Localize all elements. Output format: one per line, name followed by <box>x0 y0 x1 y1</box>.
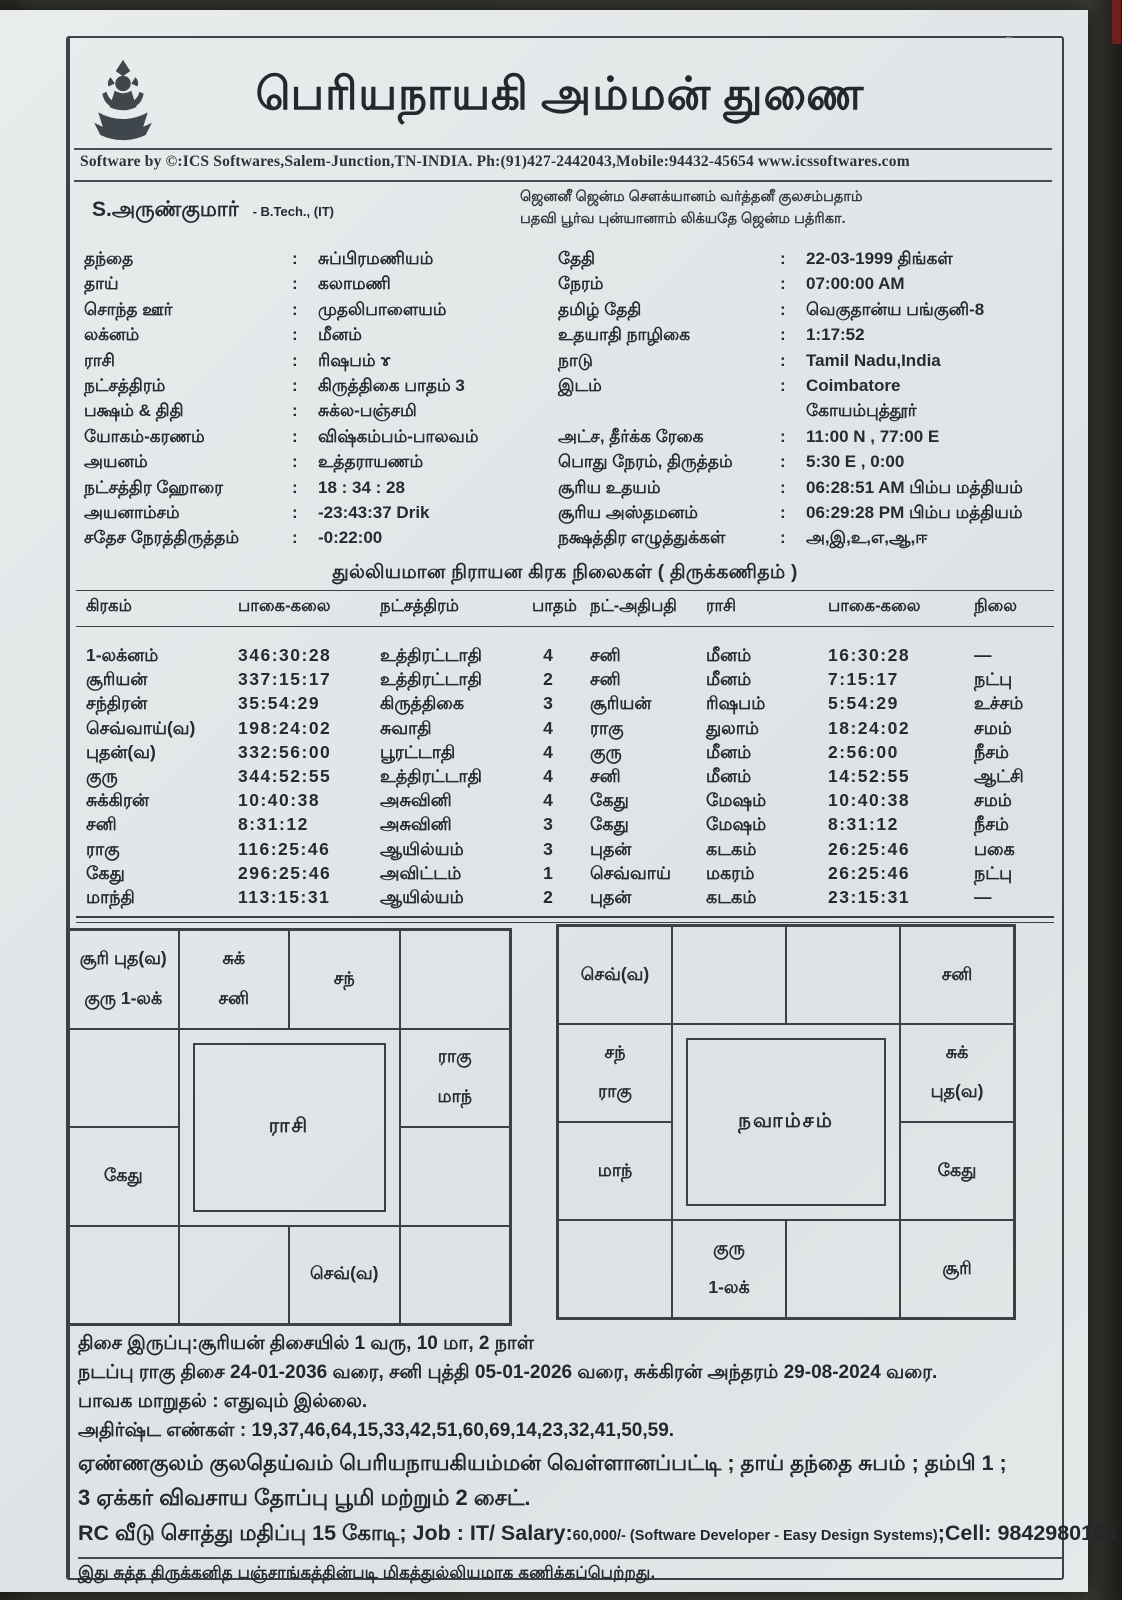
table-header-cell: பாகை-கலை <box>828 597 921 615</box>
table-cell: சனி <box>86 814 117 835</box>
rasi-cell-r4c3 <box>289 1226 400 1325</box>
rasi-cell-text: சூரி புத(வ) <box>79 947 167 968</box>
detail-row <box>558 297 1036 322</box>
table-cell: கிருத்திகை <box>380 693 465 714</box>
detail-label: இடம் <box>558 376 602 396</box>
detail-value: சுப்பிரமணியம் <box>318 249 434 268</box>
rasi-cell-r1c2 <box>179 930 290 1029</box>
closing-note: இது சுத்த திருக்கனித பஞ்சாங்கத்தின்படி மிகத்துல்லியமாக கணிக்கப்பெற்றது. <box>78 1564 656 1582</box>
detail-row <box>558 500 1036 525</box>
table-row <box>76 667 1054 691</box>
detail-label: பொது நேரம், திருத்தம் <box>558 452 733 472</box>
rasi-cell-r4c4 <box>400 1226 511 1325</box>
table-cell: 113:15:31 <box>238 887 331 908</box>
detail-colon: : <box>292 401 298 421</box>
navamsam-cell-text: செவ்(வ) <box>580 963 650 984</box>
table-cell: 332:56:00 <box>238 741 332 762</box>
table-cell: 26:25:46 <box>828 862 911 883</box>
detail-colon: : <box>780 376 786 396</box>
table-cell: ஆட்சி <box>974 766 1024 787</box>
table-cell: 198:24:02 <box>238 717 332 738</box>
detail-label: அயனம் <box>84 452 148 472</box>
table-cell: 2 <box>543 669 553 690</box>
bhava-change-line: பாவக மாறுதல் : எதுவும் இல்லை. <box>78 1391 368 1412</box>
detail-row <box>84 424 520 449</box>
detail-colon: : <box>780 503 786 523</box>
navamsam-cell-r4c2 <box>672 1220 786 1318</box>
table-header-cell: நட்-அதிபதி <box>590 597 677 615</box>
lucky-numbers-line: அதிர்ஷ்ட எண்கள் : 19,37,46,64,15,33,42,51,60,69,14,23,32,41,50,59. <box>78 1420 675 1441</box>
table-cell: நட்பு <box>974 669 1013 690</box>
table-cell: 8:31:12 <box>828 814 899 835</box>
detail-value: -0:22:00 <box>318 528 383 548</box>
navamsam-cell-r1c4 <box>900 926 1014 1024</box>
detail-row <box>84 475 520 500</box>
detail-colon: : <box>292 376 298 396</box>
detail-label: தந்தை <box>84 249 134 268</box>
table-cell: செவ்வாய் <box>590 862 671 883</box>
detail-label: நேரம் <box>558 274 604 294</box>
detail-colon: : <box>292 477 298 497</box>
table-cell: மீனம் <box>706 645 752 665</box>
detail-colon: : <box>292 249 298 268</box>
table-cell: 344:52:55 <box>238 766 332 787</box>
table-cell: நட்பு <box>974 862 1013 883</box>
detail-row <box>84 322 520 347</box>
table-cell: சுக்கிரன் <box>86 790 149 811</box>
divider <box>78 1557 1063 1559</box>
rasi-cell-r4c2 <box>179 1226 290 1325</box>
table-header-cell: பாகை-கலை <box>238 597 331 615</box>
table-cell: ராகு <box>86 838 120 859</box>
rasi-cell-text: குரு 1-லக் <box>84 987 163 1008</box>
detail-label: யோகம்-கரணம் <box>84 426 205 446</box>
sanskrit-verse <box>520 186 863 231</box>
table-cell: 16:30:28 <box>828 645 911 665</box>
table-row <box>76 861 1054 885</box>
detail-colon: : <box>780 350 786 370</box>
navamsam-cell-text: கேது <box>937 1159 977 1180</box>
table-cell: மகரம் <box>706 862 755 883</box>
detail-value: சுக்ல-பஞ்சமி <box>318 401 417 421</box>
detail-row <box>558 424 1036 449</box>
rasi-cell-text: சனி <box>218 987 250 1008</box>
birth-details-left-column <box>84 246 520 551</box>
rasi-cell-text: ராகு <box>437 1046 472 1067</box>
navamsam-chart-label: நவாம்சம் <box>686 1038 886 1206</box>
table-cell: புதன் <box>590 838 632 859</box>
table-row <box>76 837 1054 861</box>
divider <box>74 148 1052 150</box>
table-cell: சூரியன் <box>590 693 652 714</box>
rasi-cell-r4c1 <box>68 1226 179 1325</box>
detail-value: மீனம் <box>318 325 362 345</box>
detail-colon: : <box>292 274 298 294</box>
rasi-cell-r2c1 <box>68 1029 179 1128</box>
detail-label: தாய் <box>84 274 119 294</box>
detail-value: கிருத்திகை பாதம் 3 <box>318 376 465 396</box>
navamsam-cell-text: மாந் <box>597 1159 633 1180</box>
property-line: 3 ஏக்கர் விவசாய தோப்பு பூமி மற்றும் 2 சைட். <box>78 1485 531 1510</box>
detail-row <box>84 246 520 271</box>
navamsam-cell-r2c1 <box>558 1024 672 1122</box>
rasi-cell-r3c1 <box>68 1127 179 1226</box>
detail-colon: : <box>780 299 786 319</box>
detail-row <box>558 271 1036 296</box>
detail-colon <box>780 398 806 423</box>
navamsam-cell-r4c1 <box>558 1220 672 1318</box>
detail-colon: : <box>780 249 786 268</box>
detail-value: 06:29:28 PM பிம்ப மத்தியம் <box>806 503 1023 523</box>
footer-notes <box>78 1328 1118 1585</box>
navamsam-cell-r1c3 <box>786 926 900 1024</box>
table-cell: கேது <box>86 862 125 883</box>
detail-row <box>84 398 520 423</box>
planet-positions-section <box>76 562 1054 923</box>
rasi-cell-r1c4 <box>400 930 511 1029</box>
table-cell: — <box>974 887 992 908</box>
detail-value: 5:30 E , 0:00 <box>806 452 905 472</box>
detail-label: அயனாம்சம் <box>84 503 180 523</box>
navamsam-cell-text: புத(வ) <box>930 1081 984 1102</box>
planet-table-body <box>76 643 1054 909</box>
table-row <box>76 812 1054 836</box>
detail-colon: : <box>292 503 298 523</box>
table-cell: 3 <box>543 838 553 859</box>
table-row <box>76 764 1054 788</box>
detail-label: தமிழ் தேதி <box>558 299 642 319</box>
detail-row <box>84 373 520 398</box>
table-cell: கேது <box>590 814 629 835</box>
table-cell: அசுவினி <box>380 790 452 811</box>
table-bottom-rule <box>76 916 1054 923</box>
cell-number-text: ;Cell: 9842980184 <box>937 1521 1118 1545</box>
table-cell: மேஷம் <box>706 814 767 835</box>
detail-colon: : <box>292 452 298 472</box>
table-cell: குரு <box>590 741 622 762</box>
detail-label <box>558 398 780 423</box>
detail-colon: : <box>292 299 298 319</box>
detail-value: 1:17:52 <box>806 325 865 345</box>
divider <box>76 626 1054 627</box>
rasi-cell-r3c4 <box>400 1127 511 1226</box>
detail-value: -23:43:37 Drik <box>318 503 430 523</box>
detail-value: ரிஷபம் ɤ <box>318 350 391 370</box>
table-cell: சமம் <box>974 790 1012 811</box>
table-header-cell: நட்சத்திரம் <box>380 597 459 615</box>
table-cell: 35:54:29 <box>238 693 321 714</box>
table-cell: உத்திரட்டாதி <box>380 766 482 787</box>
person-qualification: - B.Tech., (IT) <box>252 204 334 219</box>
table-cell: 18:24:02 <box>828 717 911 738</box>
rasi-cell-r2c4 <box>400 1029 511 1128</box>
detail-value: Tamil Nadu,India <box>806 350 941 370</box>
table-cell: சூரியன் <box>86 669 148 690</box>
table-cell: 8:31:12 <box>238 814 309 835</box>
table-cell: 26:25:46 <box>828 838 911 859</box>
table-cell: 2:56:00 <box>828 741 899 762</box>
table-cell: 4 <box>543 790 553 811</box>
table-row <box>76 716 1054 740</box>
table-cell: 3 <box>543 814 553 835</box>
detail-row <box>84 449 520 474</box>
table-cell: 4 <box>543 717 553 738</box>
table-cell: சனி <box>590 645 621 665</box>
table-cell: 116:25:46 <box>238 838 331 859</box>
verse-line-1: ஜெனனீ ஜென்ம சௌக்யானம் வர்த்தனீ குலசம்பதாம் <box>520 189 863 205</box>
family-deity-line: ஏண்ணகுலம் குலதெய்வம் பெரியநாயகியம்மன் வெள்ளானப்பட்டி ; தாய் தந்தை சுபம் ; தம்பி 1 ; <box>78 1451 1007 1475</box>
rasi-cell-r1c3 <box>289 930 400 1029</box>
table-cell: அவிட்டம் <box>380 862 462 883</box>
table-cell: 7:15:17 <box>828 669 899 690</box>
navamsam-cell-r4c3 <box>786 1220 900 1318</box>
navamsam-cell-r3c1 <box>558 1122 672 1220</box>
detail-value: 11:00 N , 77:00 E <box>806 426 940 446</box>
current-dasa-line: நடப்பு ராகு திசை 24-01-2036 வரை, சனி புத்தி 05-01-2026 வரை, சுக்கிரன் அந்தரம் 29-08-2024 வரை. <box>78 1362 938 1383</box>
detail-row <box>558 322 1036 347</box>
table-cell: 337:15:17 <box>238 669 332 690</box>
table-cell: சனி <box>590 669 621 690</box>
rasi-cell-text: கேது <box>103 1164 143 1185</box>
detail-value: விஷ்கம்பம்-பாலவம் <box>318 426 479 446</box>
detail-value: 06:28:51 AM பிம்ப மத்தியம் <box>806 477 1023 497</box>
navamsam-cell-r1c1 <box>558 926 672 1024</box>
detail-colon: : <box>780 274 786 294</box>
detail-value: உத்தராயணம் <box>318 452 424 472</box>
table-cell: 2 <box>543 887 553 908</box>
table-cell: துலாம் <box>706 717 759 738</box>
detail-label: பக்ஷம் & திதி <box>84 401 184 421</box>
table-cell: உச்சம் <box>974 693 1024 714</box>
table-row <box>76 885 1054 909</box>
table-cell: கடகம் <box>706 838 757 859</box>
table-cell: சுவாதி <box>380 717 432 738</box>
detail-row <box>558 525 1036 550</box>
detail-label: நட்சத்திர ஹோரை <box>84 477 224 497</box>
detail-label: சொந்த ஊர் <box>84 299 173 319</box>
rasi-chart-label: ராசி <box>193 1043 386 1212</box>
table-cell: 296:25:46 <box>238 862 332 883</box>
navamsam-cell-text: ராகு <box>598 1081 632 1102</box>
detail-label: சதேச நேரத்திருத்தம் <box>84 528 240 548</box>
navamsam-cell-text: குரு <box>713 1237 745 1258</box>
navamsam-cell-text: சந் <box>604 1041 626 1062</box>
table-cell: உத்திரட்டாதி <box>380 645 482 665</box>
detail-label: நக்ஷத்திர எழுத்துக்கள் <box>558 528 726 548</box>
verse-line-2: பதவி பூர்வ புன்யானாம் லிக்யதே ஜென்ம பத்ரிகா. <box>520 211 846 228</box>
table-cell: 23:15:31 <box>828 887 911 908</box>
rc-house-text: RC வீடு சொத்து மதிப்பு 15 கோடி; Job : IT/ Salary: <box>78 1521 573 1545</box>
table-row <box>76 740 1054 764</box>
divider <box>74 180 1052 182</box>
detail-colon: : <box>780 452 786 472</box>
detail-label: தேதி <box>558 249 596 268</box>
planet-table-headers <box>76 591 1054 622</box>
table-header-cell: பாதம் <box>532 597 577 615</box>
dasa-balance-line: திசை இருப்பு:சூரியன் திசையில் 1 வரு, 10 மா, 2 நாள் <box>78 1333 534 1354</box>
table-cell: மேஷம் <box>706 790 767 811</box>
detail-row <box>84 500 520 525</box>
detail-row <box>558 348 1036 373</box>
navamsam-cell-text: சுக் <box>945 1041 969 1062</box>
table-cell: குரு <box>86 766 118 787</box>
horoscope-page <box>0 10 1118 1592</box>
detail-colon: : <box>292 528 298 548</box>
photo-corner-mark <box>1112 0 1121 44</box>
detail-colon: : <box>780 477 786 497</box>
table-cell: 5:54:29 <box>828 693 899 714</box>
navamsam-cell-r4c4 <box>900 1220 1014 1318</box>
table-cell: சமம் <box>974 717 1012 738</box>
table-cell: 4 <box>543 766 553 787</box>
navamsam-cell-r1c2 <box>672 926 786 1024</box>
table-header-cell: கிரகம் <box>86 597 132 615</box>
detail-row <box>84 525 520 550</box>
table-row <box>76 691 1054 715</box>
detail-value: 18 : 34 : 28 <box>318 477 405 497</box>
rasi-chart <box>66 928 512 1326</box>
table-cell: பூரட்டாதி <box>380 741 456 762</box>
navamsam-chart-center <box>672 1024 900 1220</box>
birth-details-right-column <box>558 246 1036 551</box>
goddess-lamp-icon <box>90 58 156 146</box>
detail-label: சூரிய அஸ்தமனம் <box>558 503 698 523</box>
table-cell: 10:40:38 <box>828 790 911 811</box>
navamsam-cell-r3c4 <box>900 1122 1014 1220</box>
table-cell: கேது <box>590 790 629 811</box>
navamsam-chart <box>556 924 1016 1320</box>
detail-colon: : <box>292 325 298 345</box>
detail-value: Coimbatore <box>806 376 901 396</box>
navamsam-cell-text: சனி <box>941 963 973 984</box>
software-credit: Software by ©:ICS Softwares,Salem-Junction,TN-INDIA. Ph:(91)427-2442043,Mobile:94432-45654 www.icssoftwares.com <box>80 153 910 170</box>
table-row <box>76 788 1054 812</box>
table-cell: 346:30:28 <box>238 645 332 665</box>
table-cell: ஆயில்யம் <box>380 887 464 908</box>
detail-label: நாடு <box>558 350 593 370</box>
detail-label: லக்னம் <box>84 325 140 345</box>
table-cell: 1 <box>543 862 553 883</box>
table-header-cell: ராசி <box>706 597 737 615</box>
detail-value: 22-03-1999 திங்கள் <box>806 249 953 268</box>
assets-job-line <box>78 1521 1118 1548</box>
detail-label: உதயாதி நாழிகை <box>558 325 691 345</box>
detail-row <box>84 348 520 373</box>
detail-row <box>558 449 1036 474</box>
table-cell: நீசம் <box>974 741 1009 762</box>
table-cell: நீசம் <box>974 814 1009 835</box>
table-cell: 4 <box>543 645 553 665</box>
detail-colon: : <box>780 426 786 446</box>
detail-label: அட்ச, தீர்க்க ரேகை <box>558 426 704 446</box>
rasi-cell-text: மாந் <box>437 1086 472 1107</box>
planet-table-title: துல்லியமான நிராயன கிரக நிலைகள் ( திருக்கணிதம் ) <box>332 562 798 583</box>
rasi-cell-text: சந் <box>333 967 355 988</box>
detail-colon: : <box>292 426 298 446</box>
rasi-chart-center <box>179 1029 400 1226</box>
table-cell: அசுவினி <box>380 814 452 835</box>
rasi-cell-text: சுக் <box>222 947 246 968</box>
detail-value: வெகுதான்ய பங்குனி-8 <box>806 299 985 319</box>
detail-colon: : <box>292 350 298 370</box>
table-cell: ரிஷபம் <box>706 693 766 714</box>
person-name: S.அருண்குமார் <box>92 198 239 221</box>
table-cell: மீனம் <box>706 669 752 690</box>
navamsam-cell-text: சூரி <box>942 1257 972 1278</box>
detail-label: ராசி <box>84 350 115 370</box>
detail-colon: : <box>780 528 786 548</box>
table-cell: பகை <box>974 838 1015 859</box>
detail-value: முதலிபாளையம் <box>318 299 447 319</box>
detail-value: அ,இ,உ,எ,ஆ,ஈ <box>806 528 928 548</box>
table-cell: — <box>974 645 992 665</box>
table-cell: சனி <box>590 766 621 787</box>
table-cell: புதன் <box>590 887 632 908</box>
table-cell: புதன்(வ) <box>86 741 156 762</box>
rasi-cell-text: செவ்(வ) <box>310 1263 379 1284</box>
table-cell: ஆயில்யம் <box>380 838 464 859</box>
table-cell: 10:40:38 <box>238 790 321 811</box>
detail-row <box>558 398 1036 423</box>
detail-value: 07:00:00 AM <box>806 274 905 294</box>
handwritten-mark: ~ <box>1004 30 1014 46</box>
detail-colon: : <box>780 325 786 345</box>
table-cell: 1-லக்னம் <box>86 645 159 665</box>
table-cell: 4 <box>543 741 553 762</box>
detail-label: நட்சத்திரம் <box>84 376 166 396</box>
table-cell: மாந்தி <box>86 887 135 908</box>
detail-row <box>84 297 520 322</box>
page-title: பெரியநாயகி அம்மன் துணை <box>255 69 865 119</box>
detail-row <box>558 246 1036 271</box>
table-cell: கடகம் <box>706 887 757 908</box>
salary-text: 60,000/- (Software Developer - Easy Design Systems) <box>572 1528 938 1544</box>
detail-value: கலாமணி <box>318 274 391 294</box>
detail-row <box>84 271 520 296</box>
table-cell: ராகு <box>590 717 624 738</box>
table-cell: 3 <box>543 693 553 714</box>
rasi-cell-r1c1 <box>68 930 179 1029</box>
person-name-block <box>92 198 334 224</box>
table-cell: உத்திரட்டாதி <box>380 669 482 690</box>
detail-row <box>558 373 1036 398</box>
detail-row <box>558 475 1036 500</box>
table-cell: மீனம் <box>706 766 752 787</box>
navamsam-cell-text: 1-லக் <box>708 1277 750 1298</box>
table-header-cell: நிலை <box>974 597 1017 615</box>
table-cell: சந்திரன் <box>86 693 148 714</box>
table-cell: செவ்வாய்(வ) <box>86 717 196 738</box>
detail-label: சூரிய உதயம் <box>558 477 661 497</box>
navamsam-cell-r2c4 <box>900 1024 1014 1122</box>
table-cell: மீனம் <box>706 741 752 762</box>
table-row <box>76 643 1054 667</box>
detail-value: கோயம்புத்தூர் <box>806 401 917 421</box>
table-cell: 14:52:55 <box>828 766 911 787</box>
